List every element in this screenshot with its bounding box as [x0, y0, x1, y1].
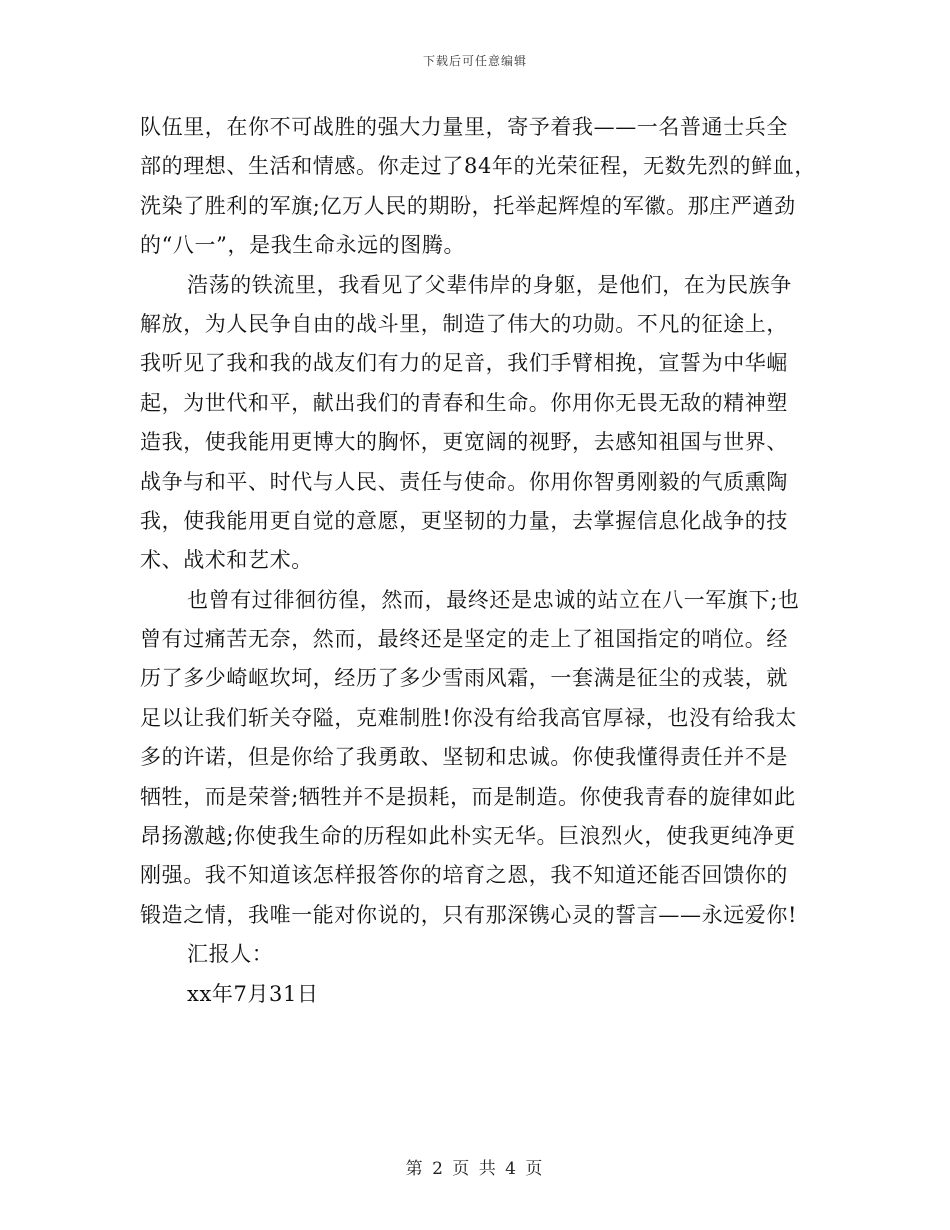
text-line: 洗染了胜利的军旗;亿万人民的期盼，托举起辉煌的军徽。那庄严遒劲 [140, 193, 796, 218]
page-header: 下载后可任意编辑 [422, 54, 527, 68]
text-line: 足以让我们斩关夺隘，克难制胜!你没有给我高官厚禄，也没有给我太 [140, 705, 798, 730]
text-line: 造我，使我能用更博大的胸怀，更宽阔的视野，去感知祖国与世界、 [140, 430, 788, 455]
text-line: 术、战术和艺术。 [140, 548, 313, 573]
text-line: 队伍里，在你不可战胜的强大力量里，寄予着我——一名普通士兵全 [140, 115, 788, 139]
text-line: 起，为世代和平，献出我们的青春和生命。你用你无畏无敌的精神塑 [140, 390, 788, 415]
report-date: xx年7月31日 [187, 981, 319, 1006]
text-line: 刚强。我不知道该怎样报答你的培育之恩，我不知道还能否回馈你的 [140, 863, 788, 888]
text-line: 我听见了我和我的战友们有力的足音，我们手臂相挽，宣誓为中华崛 [140, 351, 788, 376]
text-line: 多的许诺，但是你给了我勇敢、坚韧和忠诚。你使我懂得责任并不是 [140, 745, 788, 770]
document-body [140, 108, 820, 1014]
text-line: 锻造之情，我唯一能对你说的，只有那深镌心灵的誓言——永远爱你! [140, 902, 798, 927]
page-number: 第 2 页 共 4 页 [405, 1159, 545, 1179]
text-line: 解放，为人民争自由的战斗里，制造了伟大的功勋。不凡的征途上， [140, 311, 788, 336]
text-line: 战争与和平、时代与人民、责任与使命。你用你智勇刚毅的气质熏陶 [140, 469, 788, 494]
text-line: 历了多少崎岖坎坷，经历了多少雪雨风霜，一套满是征尘的戎装，就 [140, 666, 788, 691]
text-line: 部的理想、生活和情感。你走过了84年的光荣征程，无数先烈的鲜血， [140, 154, 816, 179]
text-line: 牺牲，而是荣誉;牺牲并不是损耗，而是制造。你使我青春的旋律如此 [140, 784, 796, 809]
text-line: 昂扬激越;你使我生命的历程如此朴实无华。巨浪烈火，使我更纯净更 [140, 824, 796, 849]
text-line: 的“八一”，是我生命永远的图腾。 [140, 233, 466, 258]
paragraph-start: 浩荡的铁流里，我看见了父辈伟岸的身躯，是他们，在为民族争 [187, 272, 792, 297]
text-line: 曾有过痛苦无奈，然而，最终还是坚定的走上了祖国指定的哨位。经 [140, 627, 788, 652]
paragraph-start: 也曾有过徘徊彷徨，然而，最终还是忠诚的站立在八一军旗下;也 [187, 587, 800, 612]
reporter-label: 汇报人： [187, 942, 274, 967]
text-line: 我，使我能用更自觉的意愿，更坚韧的力量，去掌握信息化战争的技 [140, 508, 788, 533]
